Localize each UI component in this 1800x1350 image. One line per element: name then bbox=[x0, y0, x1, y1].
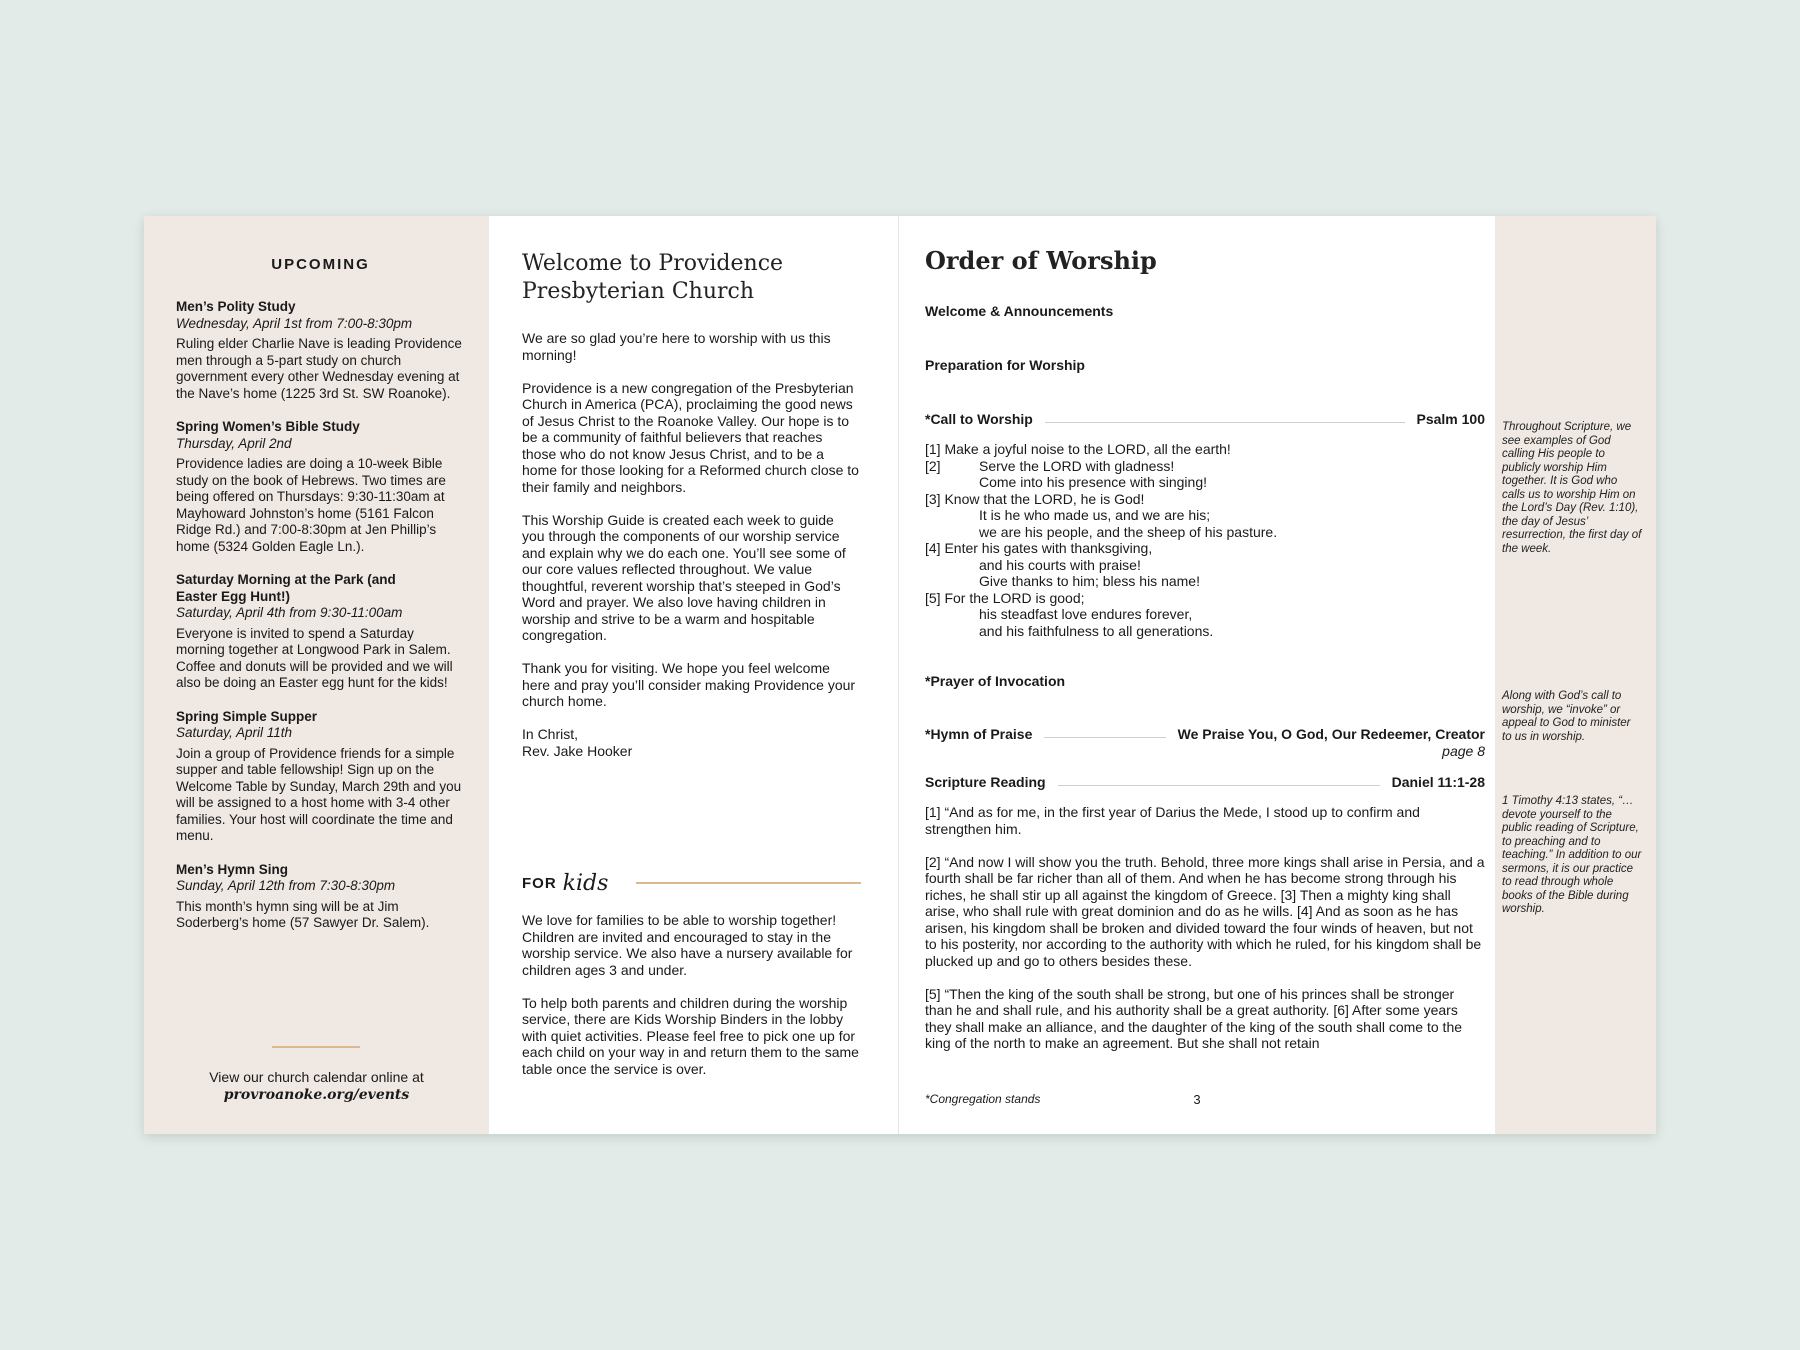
event-name: Men’s Hymn Sing bbox=[176, 861, 289, 877]
psalm-line bbox=[925, 524, 1485, 541]
psalm-verse: Serve the LORD with gladness! bbox=[979, 457, 1175, 474]
event-item bbox=[176, 709, 465, 845]
calendar-link[interactable]: provroanoke.org/events bbox=[223, 1087, 410, 1103]
upcoming-panel bbox=[144, 216, 489, 1134]
event-item bbox=[176, 572, 465, 692]
event-item bbox=[176, 299, 465, 402]
psalm-verse: [4] Enter his gates with thanksgiving, bbox=[925, 540, 1153, 556]
event-date: Wednesday, April 1st from 7:00-8:30pm bbox=[176, 315, 413, 331]
welcome-panel bbox=[489, 216, 899, 1134]
closing: In Christ, bbox=[522, 726, 579, 742]
worship-title: Order of Worship bbox=[925, 246, 1157, 275]
event-description: This month’s hymn sing will be at Jim Soderberg’s home (57 Sawyer Dr. Salem). bbox=[176, 898, 430, 930]
psalm-line bbox=[925, 606, 1485, 623]
event-date: Saturday, April 4th from 9:30-11:00am bbox=[176, 605, 403, 620]
psalm-line bbox=[925, 590, 1485, 607]
upcoming-title: UPCOMING bbox=[271, 256, 370, 273]
event-date: Saturday, April 11th bbox=[176, 725, 293, 740]
kids-label: kids bbox=[562, 870, 609, 896]
hymn-title: We Praise You, O God, Our Redeemer, Creator bbox=[1177, 726, 1485, 742]
psalm-line bbox=[925, 474, 1485, 491]
scripture-reference: Daniel 11:1-28 bbox=[1391, 774, 1485, 790]
worship-item-preparation: Preparation for Worship bbox=[925, 357, 1085, 373]
call-label: *Call to Worship bbox=[925, 411, 1033, 427]
welcome-paragraph: We are so glad you’re here to worship with us this morning! bbox=[522, 330, 831, 363]
kids-paragraph: To help both parents and children during the worship service, there are Kids Worship Binders in the lobby with quiet activities. Please feel free to pick one up for each child on your way in and return them to the same table once the service is over. bbox=[522, 994, 859, 1077]
psalm-line bbox=[925, 573, 1485, 590]
psalm-line bbox=[925, 491, 1485, 508]
event-description: Providence ladies are doing a 10-week Bible study on the book of Hebrews. Two times are being offered on Thursdays: 9:30-11:30am at Mayhoward Johnston’s home (5161 Falcon Ridge Rd.) and 7:00-8:30pm at Jen Phillip’s home (5324 Golden Eagle Ln.). bbox=[176, 456, 446, 554]
psalm-line bbox=[925, 507, 1485, 524]
welcome-paragraph: Thank you for visiting. We hope you feel welcome here and pray you’ll consider making Providence your church home. bbox=[522, 660, 856, 709]
event-name: Men’s Polity Study bbox=[176, 299, 296, 314]
hymn-page: page 8 bbox=[1442, 743, 1485, 759]
notes-panel bbox=[1495, 216, 1656, 1134]
psalm-line bbox=[925, 557, 1485, 574]
scripture-label: Scripture Reading bbox=[925, 774, 1046, 790]
psalm-verse-number: [2] bbox=[925, 457, 941, 474]
worship-item-hymn bbox=[925, 726, 1485, 742]
leader-line bbox=[1045, 422, 1405, 423]
hymn-label: *Hymn of Praise bbox=[925, 726, 1033, 742]
worship-item-call bbox=[925, 411, 1485, 427]
kids-section bbox=[522, 912, 861, 1094]
scripture-paragraph: [1] “And as for me, in the first year of Darius the Mede, I stood up to confirm and strengthen him. bbox=[925, 804, 1420, 837]
psalm-verse: Give thanks to him; bless his name! bbox=[979, 573, 1200, 589]
event-item bbox=[176, 419, 465, 555]
event-date: Thursday, April 2nd bbox=[176, 435, 292, 451]
event-name: Spring Women’s Bible Study bbox=[176, 419, 360, 434]
kids-paragraph: We love for families to be able to worship together! Children are invited and encouraged to stay in the worship service. We also have a nursery available for children ages 3 and under. bbox=[522, 912, 853, 978]
event-description: Everyone is invited to spend a Saturday morning together at Longwood Park in Salem. Coffee and donuts will be provided and we will also be doing an Easter egg hunt for the kids! bbox=[176, 625, 453, 690]
decorative-divider bbox=[272, 1046, 360, 1048]
order-of-worship-panel bbox=[899, 216, 1495, 1134]
event-date: Sunday, April 12th from 7:30-8:30pm bbox=[176, 878, 396, 893]
psalm-line bbox=[925, 623, 1485, 640]
leader-line bbox=[1058, 785, 1380, 786]
event-description: Ruling elder Charlie Nave is leading Providence men through a 5-part study on church government every other Wednesday evening at the Nave’s home (1225 3rd St. SW Roanoke). bbox=[176, 336, 462, 401]
psalm-verse: [3] Know that the LORD, he is God! bbox=[925, 490, 1145, 507]
psalm-verse: his steadfast love endures forever, bbox=[979, 606, 1193, 622]
psalm-text bbox=[925, 441, 1485, 639]
signature: Rev. Jake Hooker bbox=[522, 742, 633, 759]
sidebar-note: 1 Timothy 4:13 states, “…devote yourself to the public reading of Scripture, to preaching and to teaching.” In addition to our sermons, it is our practice to read through whole books of the Bible during worship. bbox=[1502, 795, 1642, 915]
psalm-verse: we are his people, and the sheep of his pasture. bbox=[979, 523, 1278, 540]
event-description: Join a group of Providence friends for a simple supper and table fellowship! Sign up on the Welcome Table by Sunday, March 29th and you will be assigned to a host home with 3-4 other families. Your host will coordinate the time and menu. bbox=[176, 745, 462, 843]
page-number: 3 bbox=[1193, 1092, 1201, 1107]
bulletin-spread bbox=[144, 216, 1656, 1134]
worship-item-prayer: *Prayer of Invocation bbox=[925, 673, 1066, 689]
sidebar-note: Throughout Scripture, we see examples of God calling His people to publicly worship Him together. It is God who calls us to worship Him on the Lord’s Day (Rev. 1:10), the day of Jesus’ resurrection, the first day of the week. bbox=[1502, 421, 1642, 555]
welcome-paragraph: This Worship Guide is created each week to guide you through the components of our worship service and explain why we do each one. You’ll see some of our core values reflected throughout. We value thoughtful, reverent worship that’s steeped in God’s Word and prayer. We also love having children in worship and strive to be a warm and hospitable congregation. bbox=[522, 511, 846, 643]
psalm-verse: and his faithfulness to all generations. bbox=[979, 622, 1214, 639]
psalm-verse: and his courts with praise! bbox=[979, 556, 1141, 573]
kids-heading bbox=[522, 868, 861, 898]
congregation-stands-note: *Congregation stands bbox=[925, 1092, 1041, 1106]
psalm-verse: It is he who made us, and we are his; bbox=[979, 507, 1211, 523]
sidebar-note: Along with God’s call to worship, we “invoke” or appeal to God to minister to us in worship. bbox=[1502, 690, 1631, 743]
scripture-paragraph: [5] “Then the king of the south shall be strong, but one of his princes shall be stronger than he and shall rule, and his authority shall be a great authority. [6] After some years they shall make an alliance, and the daughter of the king of the south shall come to the king of the north to make an agreement. But she shall not retain bbox=[925, 985, 1463, 1051]
worship-item-scripture bbox=[925, 774, 1485, 790]
psalm-line bbox=[925, 540, 1485, 557]
welcome-paragraph: Providence is a new congregation of the Presbyterian Church in America (PCA), proclaiming the good news of Jesus Christ to the Roanoke Valley. Our hope is to be a community of faithful believers that reaches those who do not know Jesus Christ, and to be a home for those looking for a Reformed church close to their family and neighbors. bbox=[522, 379, 859, 495]
psalm-line bbox=[925, 441, 1485, 458]
event-item bbox=[176, 862, 465, 932]
decorative-divider bbox=[636, 882, 861, 884]
worship-item-welcome: Welcome & Announcements bbox=[925, 303, 1114, 319]
calendar-footer-text: View our church calendar online at bbox=[209, 1069, 424, 1085]
psalm-line bbox=[925, 458, 1485, 475]
kids-for-label: FOR bbox=[522, 874, 557, 892]
call-reference: Psalm 100 bbox=[1416, 411, 1485, 427]
psalm-verse: [1] Make a joyful noise to the LORD, all the earth! bbox=[925, 441, 1231, 457]
leader-line bbox=[1044, 737, 1165, 738]
event-name: Saturday Morning at the Park (and Easter Egg Hunt!) bbox=[176, 572, 396, 604]
psalm-verse: Come into his presence with singing! bbox=[979, 474, 1208, 490]
scripture-paragraph: [2] “And now I will show you the truth. Behold, three more kings shall arise in Persia, and a fourth shall be far richer than all of them. And when he has become strong through his riches, he shall stir up all against the kingdom of Greece. [3] Then a mighty king shall arise, who shall rule with great dominion and do as he wills. [4] And as soon as he has arisen, his kingdom shall be broken and divided toward the four winds of heaven, but not to his posterity, nor according to the authority with which he ruled, for his kingdom shall be plucked up and go to others besides these. bbox=[925, 853, 1485, 969]
calendar-footer bbox=[144, 1068, 489, 1104]
welcome-title: Welcome to Providence Presbyterian Church bbox=[522, 251, 784, 304]
psalm-verse: [5] For the LORD is good; bbox=[925, 589, 1085, 606]
event-name: Spring Simple Supper bbox=[176, 708, 318, 724]
